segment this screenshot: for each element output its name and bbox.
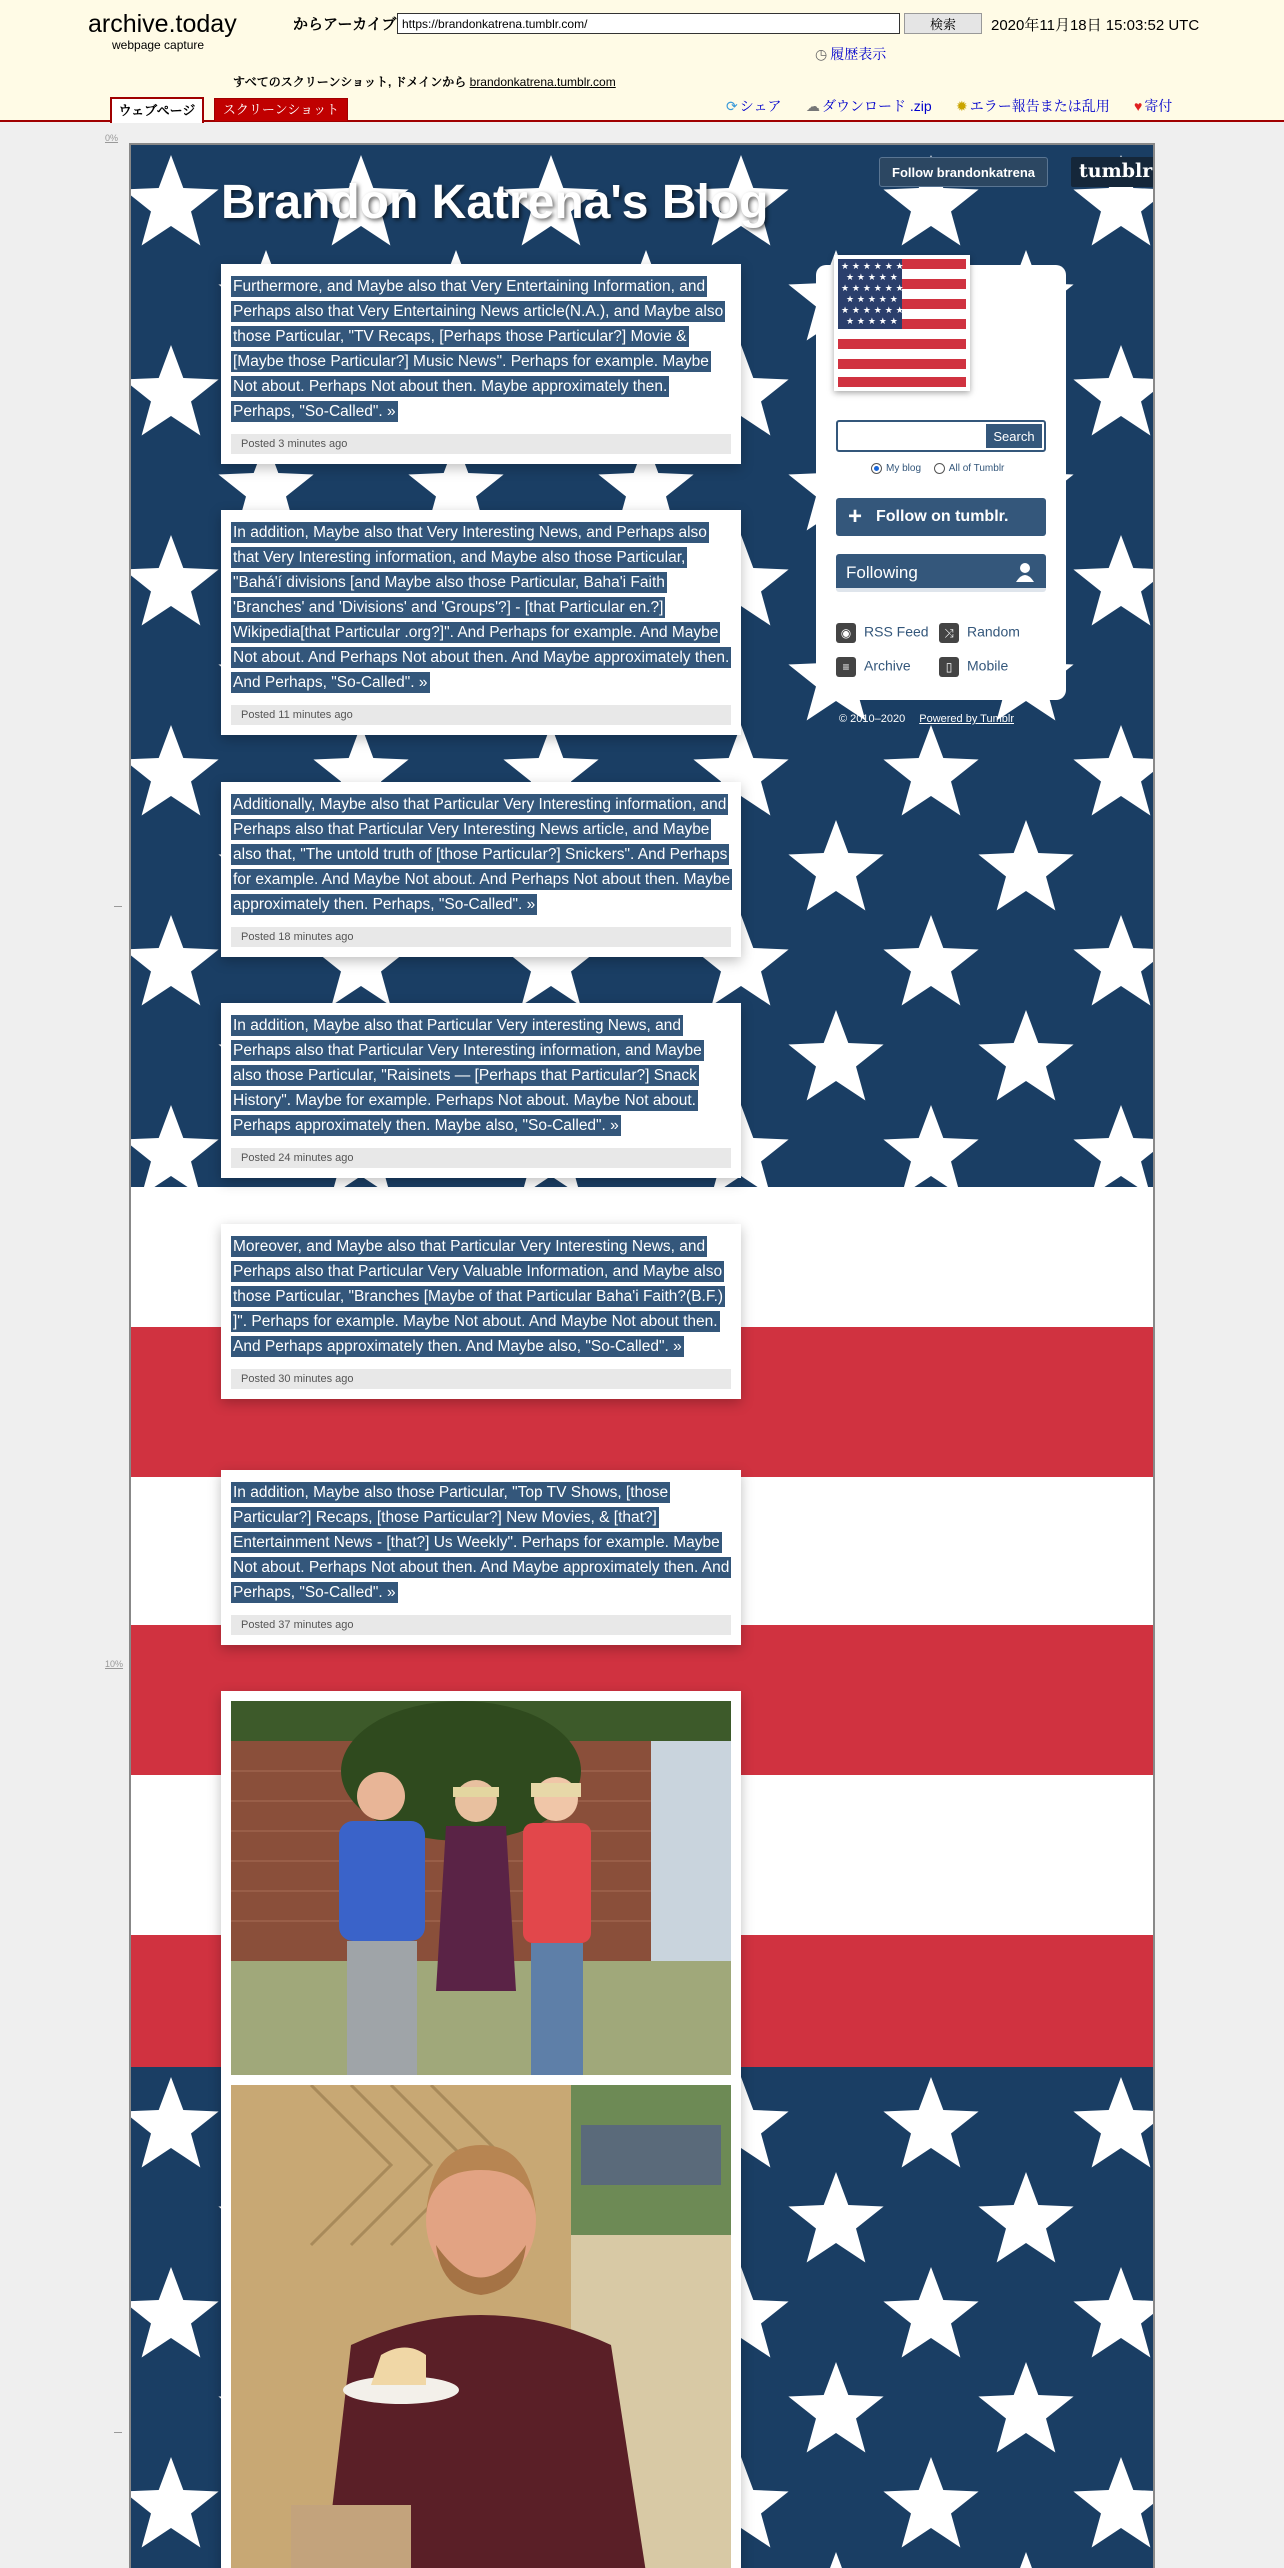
archive-logo[interactable]: archive.today — [88, 10, 237, 38]
background-star — [131, 725, 219, 816]
history-label: 履歴表示 — [830, 46, 887, 62]
background-star — [788, 2552, 883, 2568]
tab-screenshot[interactable]: スクリーンショット — [214, 98, 348, 122]
cloud-download-icon: ☁ — [806, 98, 820, 114]
avatar[interactable] — [834, 255, 970, 391]
person-icon — [1016, 562, 1034, 582]
shuffle-icon: ⤨ — [939, 623, 959, 643]
background-star — [1073, 1105, 1155, 1187]
background-star — [788, 1010, 883, 1101]
post-card — [221, 264, 741, 464]
tumblr-logo[interactable]: tumblr — [1071, 157, 1155, 187]
post-timestamp[interactable]: Posted 24 minutes ago — [231, 1148, 731, 1168]
archive-search-button[interactable]: 検索 — [904, 13, 982, 34]
background-star — [883, 725, 978, 816]
following-button[interactable] — [836, 554, 1046, 592]
random-label: Random — [967, 623, 1020, 640]
all-screenshots-prefix: すべてのスクリーンショット, ドメインから — [233, 75, 467, 89]
share-label: シェア — [739, 98, 782, 114]
background-star — [883, 2267, 978, 2358]
capture-timestamp: 2020年11月18日 15:03:52 UTC — [991, 17, 1200, 34]
download-label: ダウンロード .zip — [822, 98, 932, 114]
background-star — [1073, 2267, 1155, 2358]
share-link[interactable] — [726, 96, 781, 116]
search-scope-radios — [871, 463, 1014, 474]
tab-webpage[interactable]: ウェブページ — [110, 97, 204, 123]
archived-page-frame — [129, 143, 1155, 2568]
background-star — [883, 2077, 978, 2168]
post-link[interactable]: In addition, Maybe also those Particular, "Top TV Shows, [those Particular?] Recaps, [those Particular?] New Movies, & [that?] Entertainment News - [that?] Us Weekly". Perhaps for example. Maybe Not about. Perhaps Not about then. And Maybe approximately then. And Perhaps, "So-Called". » — [233, 1484, 730, 1601]
report-link[interactable] — [956, 96, 1110, 116]
heart-icon: ♥ — [1134, 98, 1143, 114]
background-star — [978, 2172, 1073, 2263]
background-star — [131, 2077, 219, 2168]
archive-header — [0, 0, 1284, 122]
background-star — [131, 1105, 219, 1187]
rss-feed-label: RSS Feed — [864, 623, 929, 640]
post-text — [231, 1234, 731, 1359]
ruler-label-top[interactable]: 0% — [105, 133, 119, 143]
rss-feed-link[interactable] — [836, 623, 929, 643]
footer-copyright — [839, 713, 1014, 725]
radio-all-tumblr-label: All of Tumblr — [948, 463, 1005, 474]
following-label: Following — [846, 563, 918, 582]
background-star — [131, 155, 219, 246]
radio-my-blog-label: My blog — [886, 463, 922, 474]
post-text — [231, 792, 731, 917]
donate-label: 寄付 — [1144, 98, 1173, 114]
from-archive-label: からアーカイブ — [293, 16, 397, 33]
mobile-label: Mobile — [967, 657, 1009, 674]
background-star — [883, 915, 978, 1006]
clock-icon: ◷ — [815, 46, 828, 62]
report-label: エラー報告または乱用 — [969, 98, 1110, 114]
background-star — [131, 2457, 219, 2548]
photo-man-with-cake[interactable] — [231, 2085, 731, 2568]
follow-blog-button[interactable]: Follow brandonkatrena — [879, 157, 1048, 187]
background-star — [788, 2172, 883, 2263]
background-star — [131, 345, 219, 436]
post-card — [221, 510, 741, 735]
all-screenshots-line — [233, 73, 616, 90]
archive-link[interactable] — [836, 657, 911, 677]
post-link[interactable]: Moreover, and Maybe also that Particular Very Interesting News, and Perhaps also that Particular Very Valuable Information, and Maybe also those Particular, "Branches [Maybe of that Particular Baha'i Faith?(B.F.) ]". Perhaps for example. Maybe Not about. And Maybe Not about then. And Perhaps approximately then. And Maybe also, "So-Called". » — [233, 1238, 724, 1355]
svg-text:★ ★ ★ ★ ★: ★ ★ ★ ★ ★ — [846, 295, 898, 305]
background-star — [978, 2552, 1073, 2568]
radio-all-tumblr[interactable] — [934, 463, 945, 474]
post-timestamp[interactable]: Posted 37 minutes ago — [231, 1615, 731, 1635]
post-text — [231, 274, 731, 424]
background-star — [1073, 2077, 1155, 2168]
post-link[interactable]: In addition, Maybe also that Very Interesting News, and Perhaps also that Very Interesting information, and Maybe also those Particular, "Bahá'í divisions [and Maybe also those Particular, Baha'i Faith 'Branches' and 'Divisions' and 'Groups'?] - [that Particular en.?] Wikipedia[that Particular .org?]". And Perhaps for example. And Maybe Not about. And Perhaps Not about then. And Maybe approximately then. And Perhaps, "So-Called". » — [233, 524, 730, 691]
background-star — [883, 2457, 978, 2548]
post-card — [221, 1224, 741, 1399]
photo-three-people[interactable] — [231, 1701, 731, 2075]
mobile-link[interactable] — [939, 657, 1008, 677]
photo-post-card — [221, 1691, 741, 2568]
download-link[interactable] — [806, 96, 932, 116]
background-star — [1073, 345, 1155, 436]
background-star — [1073, 2457, 1155, 2548]
sidebar — [816, 262, 1066, 700]
plus-icon: + — [848, 503, 863, 530]
random-link[interactable] — [939, 623, 1020, 643]
blog-search-input[interactable] — [836, 420, 1046, 452]
share-icon: ⟳ — [726, 98, 738, 114]
background-star — [788, 820, 883, 911]
post-text — [231, 1013, 731, 1138]
post-timestamp[interactable]: Posted 3 minutes ago — [231, 434, 731, 454]
domain-link[interactable]: brandonkatrena.tumblr.com — [469, 75, 616, 89]
svg-text:★ ★ ★ ★ ★ ★: ★ ★ ★ ★ ★ ★ — [841, 262, 904, 272]
background-star — [1073, 725, 1155, 816]
ruler-tick — [114, 906, 122, 907]
blog-search-button[interactable]: Search — [986, 424, 1042, 448]
donate-link[interactable] — [1134, 96, 1172, 116]
post-card — [221, 1470, 741, 1645]
us-flag-avatar — [838, 259, 966, 387]
svg-text:★ ★ ★ ★ ★ ★: ★ ★ ★ ★ ★ ★ — [841, 306, 904, 316]
archive-logo-subtitle: webpage capture — [112, 38, 205, 52]
background-star — [883, 1105, 978, 1187]
svg-text:★ ★ ★ ★ ★ ★: ★ ★ ★ ★ ★ ★ — [841, 284, 904, 294]
background-star — [131, 535, 219, 626]
follow-on-tumblr-label: Follow on tumblr. — [876, 508, 1009, 525]
post-text — [231, 520, 731, 695]
follow-on-tumblr-button[interactable] — [836, 498, 1046, 536]
list-icon: ≡ — [836, 657, 856, 677]
rss-icon: ◉ — [836, 623, 856, 643]
post-link[interactable]: In addition, Maybe also that Particular Very interesting News, and Perhaps also that Particular Very Interesting information, and Maybe also those Particular, "Raisinets — [Perhaps that Particular?] Snack History". Maybe for example. Perhaps Not about. Maybe Not about. Perhaps approximately then. Maybe also, "So-Called". » — [233, 1017, 702, 1134]
post-timestamp[interactable]: Posted 30 minutes ago — [231, 1369, 731, 1389]
mobile-icon: ▯ — [939, 657, 959, 677]
post-card — [221, 1003, 741, 1178]
history-link[interactable] — [815, 44, 886, 64]
background-star — [131, 915, 219, 1006]
background-star — [131, 2267, 219, 2358]
post-link[interactable]: Additionally, Maybe also that Particular Very Interesting information, and Perhaps also that Particular Very Interesting News article, and Maybe also that, "The untold truth of [those Particular?] Snickers". And Perhaps for example. And Maybe Not about. And Perhaps Not about then. Maybe approximately then. Perhaps, "So-Called". » — [233, 796, 731, 913]
background-star — [978, 2362, 1073, 2453]
background-star — [1073, 535, 1155, 626]
archive-label: Archive — [864, 657, 911, 674]
post-text — [231, 1480, 731, 1605]
background-star — [1073, 915, 1155, 1006]
blog-title[interactable]: Brandon Katrena's Blog — [221, 176, 769, 229]
svg-text:★ ★ ★ ★ ★: ★ ★ ★ ★ ★ — [846, 317, 898, 327]
post-link[interactable]: Furthermore, and Maybe also that Very Entertaining Information, and Perhaps also that Very Entertaining News article(N.A.), and Maybe also those Particular, "TV Recaps, [Perhaps those Particular?] Movie & [Maybe those Particular?] Music News". Perhaps for example. Maybe Not about. Perhaps Not about then. Maybe approximately then. Perhaps, "So-Called". » — [233, 278, 724, 420]
ruler-tick — [114, 2432, 122, 2433]
post-card — [221, 782, 741, 957]
radio-my-blog[interactable] — [871, 463, 882, 474]
copyright-text: © 2010–2020 — [839, 713, 906, 725]
ruler-label-mid[interactable]: 10% — [105, 1659, 124, 1669]
lightbulb-icon: ✹ — [956, 98, 968, 114]
background-star — [978, 820, 1073, 911]
powered-by-tumblr-link[interactable]: Powered by Tumblr — [919, 713, 1014, 725]
post-timestamp[interactable]: Posted 11 minutes ago — [231, 705, 731, 725]
svg-text:★ ★ ★ ★ ★: ★ ★ ★ ★ ★ — [846, 273, 898, 283]
archive-url-input[interactable] — [397, 13, 900, 34]
post-timestamp[interactable]: Posted 18 minutes ago — [231, 927, 731, 947]
background-star — [978, 1010, 1073, 1101]
background-star — [788, 2362, 883, 2453]
